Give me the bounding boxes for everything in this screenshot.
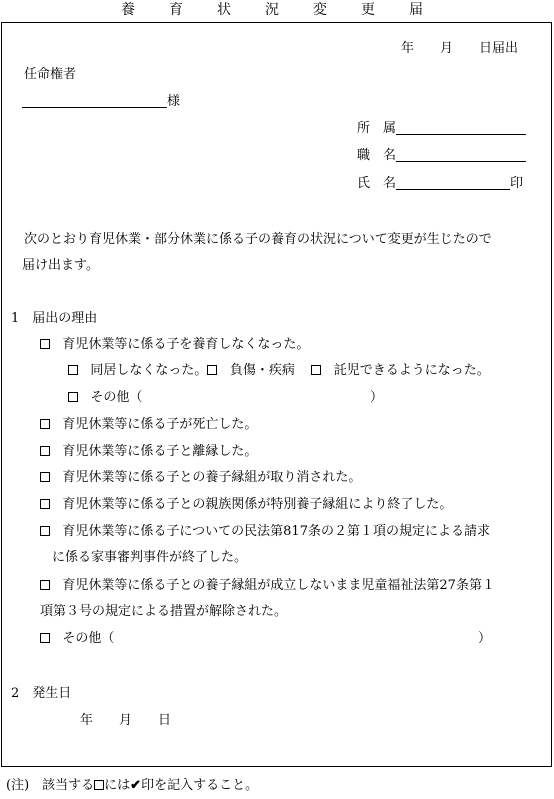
submission-date: 年 月 日届出 bbox=[401, 41, 519, 56]
reason-text: 託児できるようになった。 bbox=[333, 363, 490, 378]
checkbox-icon bbox=[94, 780, 104, 790]
field-affiliation bbox=[357, 121, 526, 135]
reason-1-other bbox=[68, 391, 142, 404]
addressee-label: 任命権者 bbox=[24, 67, 77, 82]
reason-1-other-close: ） bbox=[370, 390, 384, 405]
addressee-blank[interactable] bbox=[22, 94, 167, 108]
note-prefix: (注) 該当する bbox=[6, 778, 95, 793]
reason-4 bbox=[40, 471, 361, 484]
reason-3 bbox=[40, 445, 257, 458]
reason-7-continued: 項第３号の規定による措置が解除された。 bbox=[40, 604, 288, 619]
form-title: 養 育 状 況 変 更 届 bbox=[121, 2, 433, 18]
checkbox[interactable] bbox=[311, 365, 321, 375]
reason-text: 育児休業等に係る子と離縁した。 bbox=[62, 444, 258, 459]
note-mid: には bbox=[104, 778, 131, 793]
reason-text: 育児休業等に係る子を養育しなくなった。 bbox=[62, 337, 310, 352]
reason-text: 同居しなくなった。 bbox=[90, 363, 208, 378]
intro-line-1: 次のとおり育児休業・部分休業に係る子の養育の状況について変更が生じたので bbox=[24, 232, 492, 247]
reason-1 bbox=[40, 338, 309, 351]
reason-7 bbox=[40, 579, 495, 592]
checkbox[interactable] bbox=[68, 392, 78, 402]
checkbox[interactable] bbox=[40, 580, 50, 590]
position-blank[interactable] bbox=[396, 148, 526, 162]
reason-8 bbox=[40, 632, 114, 645]
reason-text: 育児休業等に係る子との養子縁組が成立しないまま児童福祉法第27条第１ bbox=[62, 578, 495, 593]
reason-text: 育児休業等に係る子との親族関係が特別養子縁組により終了した。 bbox=[62, 497, 453, 512]
seal-mark: 印 bbox=[510, 176, 524, 191]
reason-text: その他（ bbox=[62, 631, 115, 646]
reason-5 bbox=[40, 498, 452, 511]
reason-1-sub bbox=[68, 364, 490, 377]
checkbox[interactable] bbox=[40, 526, 50, 536]
intro-line-2: 届け出ます。 bbox=[22, 258, 99, 273]
reason-text: 育児休業等に係る子が死亡した。 bbox=[62, 417, 258, 432]
reason-8-close: ） bbox=[478, 631, 492, 646]
checkbox[interactable] bbox=[40, 446, 50, 456]
checkbox[interactable] bbox=[68, 365, 78, 375]
checkbox[interactable] bbox=[40, 472, 50, 482]
reason-6-continued: に係る家事審判事件が終了した。 bbox=[52, 550, 248, 565]
field-label: 所 属 bbox=[357, 121, 397, 136]
reason-text: 負傷・疾病 bbox=[229, 363, 295, 378]
reason-text: その他（ bbox=[90, 390, 143, 405]
addressee-line bbox=[22, 94, 180, 108]
reason-text: 育児休業等に係る子についての民法第817条の２第１項の規定による請求 bbox=[62, 524, 490, 539]
section1-heading: 1 届出の理由 bbox=[11, 311, 98, 326]
reason-2 bbox=[40, 418, 257, 431]
checkbox[interactable] bbox=[40, 633, 50, 643]
section2-heading: 2 発生日 bbox=[11, 686, 72, 701]
checkbox[interactable] bbox=[207, 365, 217, 375]
occurrence-date: 年 月 日 bbox=[80, 713, 172, 728]
field-label: 氏 名 bbox=[357, 176, 397, 191]
field-label: 職 名 bbox=[357, 148, 397, 163]
checkbox[interactable] bbox=[40, 339, 50, 349]
checkbox[interactable] bbox=[40, 499, 50, 509]
field-position bbox=[357, 148, 526, 162]
checkbox[interactable] bbox=[40, 419, 50, 429]
reason-6 bbox=[40, 525, 490, 538]
checkmark-icon: ✔ bbox=[130, 778, 142, 793]
name-blank[interactable] bbox=[396, 176, 510, 190]
reason-text: 育児休業等に係る子との養子縁組が取り消された。 bbox=[62, 470, 362, 485]
footnote bbox=[6, 779, 258, 792]
addressee-suffix: 様 bbox=[167, 94, 181, 109]
field-name bbox=[357, 176, 523, 190]
note-suffix: 印を記入すること。 bbox=[141, 778, 259, 793]
affiliation-blank[interactable] bbox=[396, 121, 526, 135]
